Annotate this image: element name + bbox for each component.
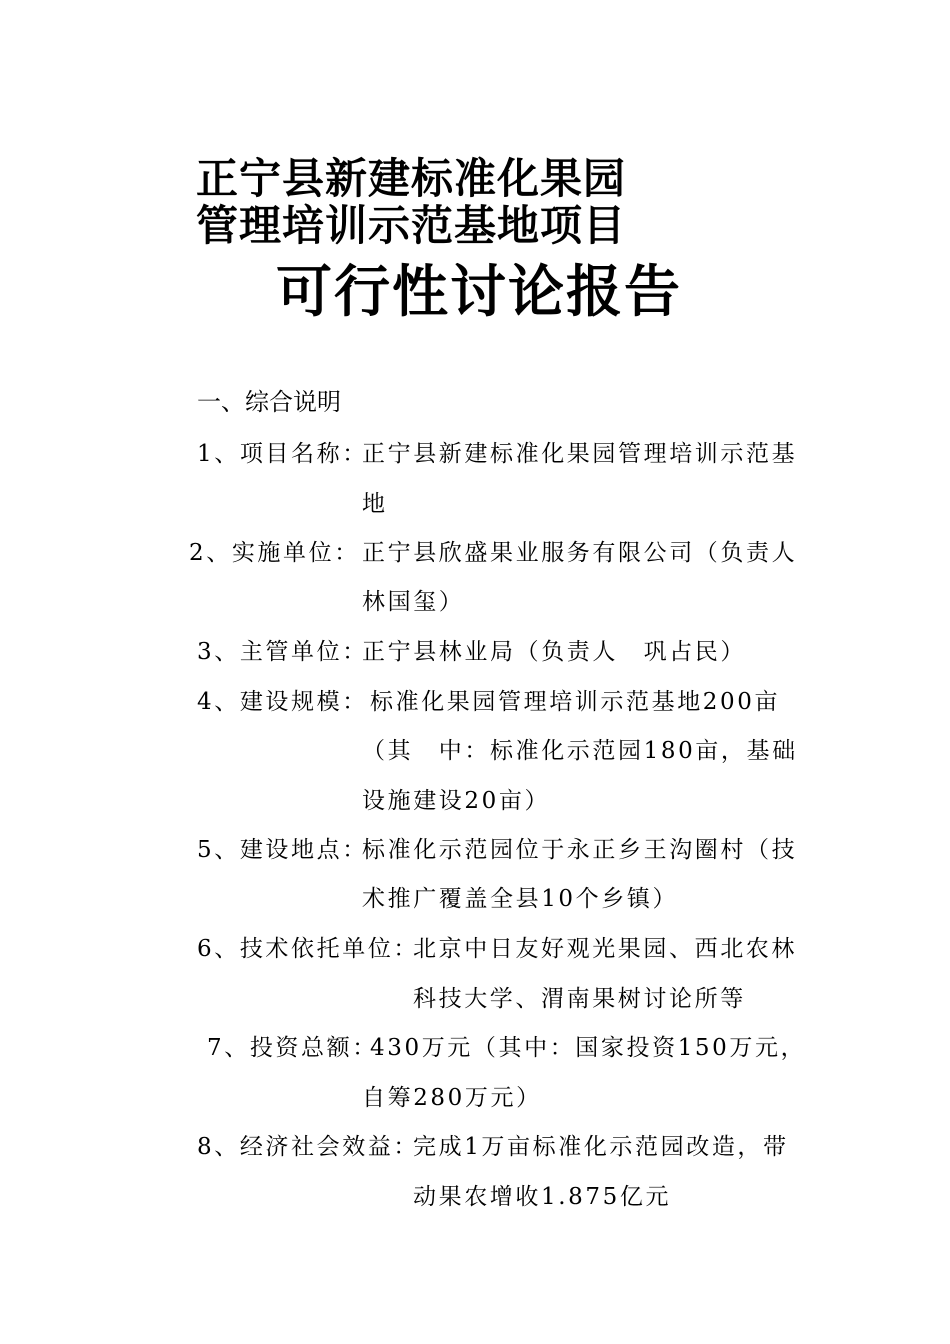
item-value: 完成1万亩标准化示范园改造，带 xyxy=(413,1134,789,1160)
item-value: 标准化果园管理培训示范基地200亩 xyxy=(370,689,781,715)
item-value: 北京中日友好观光果园、西北农林 xyxy=(413,936,797,962)
item-value-continued: 自筹280万元） xyxy=(362,1085,542,1111)
item-label: 8、经济社会效益： xyxy=(197,1134,420,1160)
item-label: 5、建设地点： xyxy=(197,837,368,863)
item-value-continued: 科技大学、渭南果树讨论所等 xyxy=(413,986,746,1012)
title-line-2: 管理培训示范基地项目 xyxy=(196,201,627,250)
item-value: 正宁县新建标准化果园管理培训示范基 xyxy=(362,441,798,467)
item-value: 标准化示范园位于永正乡王沟圈村（技 xyxy=(362,837,798,863)
title-line-3: 可行性讨论报告 xyxy=(276,259,682,325)
item-value: 正宁县欣盛果业服务有限公司（负责人 xyxy=(362,540,798,566)
item-value-continued: （其 中：标准化示范园180亩，基础 xyxy=(362,738,798,764)
item-value-continued: 设施建设20亩） xyxy=(362,788,551,814)
item-value: 430万元（其中：国家投资150万元， xyxy=(370,1035,807,1061)
item-value: 正宁县林业局（负责人 巩占民） xyxy=(362,639,746,665)
item-label: 1、项目名称： xyxy=(197,441,368,467)
title-line-1: 正宁县新建标准化果园 xyxy=(196,154,627,203)
item-label: 7、投资总额： xyxy=(207,1035,378,1061)
item-value-continued: 术推广覆盖全县10个乡镇） xyxy=(362,886,679,912)
item-label: 3、主管单位： xyxy=(197,639,368,665)
item-label: 4、建设规模： xyxy=(197,689,368,715)
item-label: 6、技术依托单位： xyxy=(197,936,420,962)
item-value-continued: 地 xyxy=(362,491,388,517)
item-label: 2、实施单位： xyxy=(189,540,360,566)
item-value-continued: 动果农增收1.875亿元 xyxy=(413,1184,672,1210)
section-heading: 一、综合说明 xyxy=(197,388,341,416)
item-value-continued: 林国玺） xyxy=(362,589,465,615)
